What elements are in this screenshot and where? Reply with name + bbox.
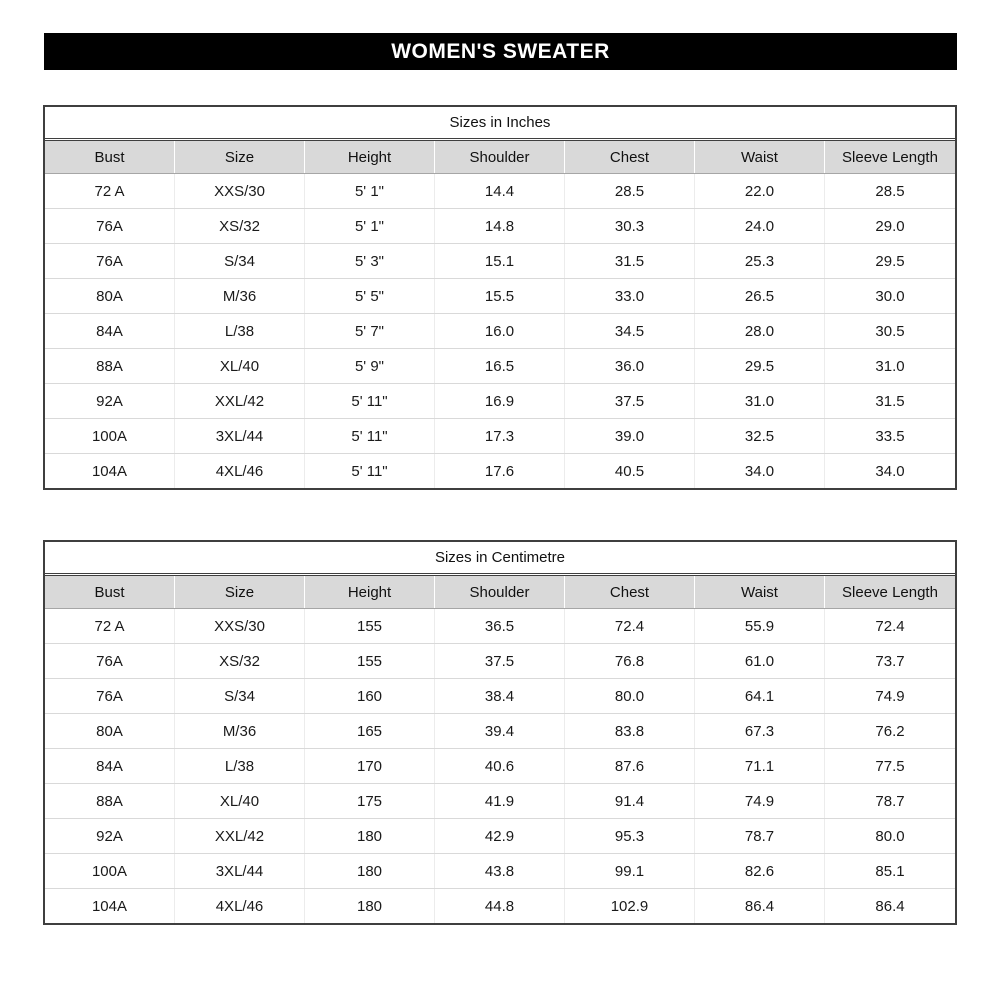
table-cell: 40.5 <box>565 454 695 488</box>
table-cell: XXS/30 <box>175 609 305 643</box>
table-cell: 29.5 <box>695 349 825 383</box>
table-cell: 30.5 <box>875 322 905 340</box>
table-cell: 84A <box>45 314 175 348</box>
column-header-height: Height <box>305 576 435 608</box>
table-cell: 31.5 <box>875 392 905 410</box>
table-cell: 5' 9" <box>305 349 435 383</box>
table-cell: 155 <box>305 644 435 678</box>
sizes-in-centimetre-table <box>43 540 957 925</box>
table-cell: 5' 11" <box>305 419 435 453</box>
table-row <box>45 889 955 923</box>
table-cell: 88A <box>45 349 175 383</box>
table-cell: 39.4 <box>435 714 565 748</box>
table-cell: 5' 3" <box>305 244 435 278</box>
table-cell: 4XL/46 <box>175 889 305 923</box>
table-row <box>45 714 955 749</box>
column-header-sleeve-length: Sleeve Length <box>842 148 938 166</box>
table-cell: 74.9 <box>875 687 905 705</box>
table-cell: 14.8 <box>435 209 565 243</box>
table-cell: 26.5 <box>695 279 825 313</box>
table-cell: 72 A <box>45 174 175 208</box>
table-cell: 165 <box>305 714 435 748</box>
table-cell: 80A <box>45 279 175 313</box>
table-cell: 5' 5" <box>305 279 435 313</box>
table-cell: 17.6 <box>435 454 565 488</box>
table-cell: 73.7 <box>875 652 905 670</box>
table-cell: 28.5 <box>565 174 695 208</box>
table-cell: 32.5 <box>695 419 825 453</box>
table-cell: XXS/30 <box>175 174 305 208</box>
table-cell: 80A <box>45 714 175 748</box>
column-header-sleeve-length: Sleeve Length <box>842 583 938 601</box>
table-row <box>45 174 955 209</box>
column-header-chest: Chest <box>565 576 695 608</box>
table-row <box>45 279 955 314</box>
table-cell: 40.6 <box>435 749 565 783</box>
table-cell: 37.5 <box>435 644 565 678</box>
table-cell: 31.5 <box>565 244 695 278</box>
table-cell: 33.5 <box>875 427 905 445</box>
table-cell: 16.9 <box>435 384 565 418</box>
column-header-bust: Bust <box>45 141 175 173</box>
table-cell: 92A <box>45 384 175 418</box>
table-cell: 76A <box>45 644 175 678</box>
table-cell: 104A <box>45 454 175 488</box>
table-cell: 72.4 <box>565 609 695 643</box>
table-cell: 4XL/46 <box>175 454 305 488</box>
column-header-bust: Bust <box>45 576 175 608</box>
table-cell: 31.0 <box>695 384 825 418</box>
table-cell: 3XL/44 <box>175 854 305 888</box>
table-row <box>45 314 955 349</box>
table-cell: 61.0 <box>695 644 825 678</box>
sizes-in-inches-table <box>43 105 957 490</box>
table-cell: M/36 <box>175 714 305 748</box>
table-cell: 100A <box>45 419 175 453</box>
table-cell: 170 <box>305 749 435 783</box>
table-cell: 43.8 <box>435 854 565 888</box>
table-header-row <box>45 576 955 609</box>
table-cell: 74.9 <box>695 784 825 818</box>
table-cell: L/38 <box>175 314 305 348</box>
table-cell: 33.0 <box>565 279 695 313</box>
table-cell: 76A <box>45 244 175 278</box>
table-header-row <box>45 141 955 174</box>
page-title: WOMEN'S SWEATER <box>44 33 957 70</box>
table-cell: 160 <box>305 679 435 713</box>
table-caption: Sizes in Inches <box>45 107 955 141</box>
table-cell: 76.2 <box>875 722 905 740</box>
table-cell: 104A <box>45 889 175 923</box>
table-cell: M/36 <box>175 279 305 313</box>
table-cell: 36.5 <box>435 609 565 643</box>
table-cell: 64.1 <box>695 679 825 713</box>
table-cell: 41.9 <box>435 784 565 818</box>
table-cell: 82.6 <box>695 854 825 888</box>
table-cell: XL/40 <box>175 784 305 818</box>
table-row <box>45 644 955 679</box>
table-row <box>45 609 955 644</box>
table-row <box>45 209 955 244</box>
table-cell: 5' 1" <box>305 174 435 208</box>
table-cell: 76A <box>45 209 175 243</box>
table-cell: 34.0 <box>875 462 905 480</box>
table-cell: 87.6 <box>565 749 695 783</box>
table-cell: 78.7 <box>695 819 825 853</box>
table-cell: 15.1 <box>435 244 565 278</box>
column-header-size: Size <box>175 141 305 173</box>
table-cell: 72.4 <box>875 617 905 635</box>
table-cell: 15.5 <box>435 279 565 313</box>
table-cell: XS/32 <box>175 209 305 243</box>
table-row <box>45 679 955 714</box>
table-cell: 86.4 <box>695 889 825 923</box>
table-cell: 84A <box>45 749 175 783</box>
table-cell: 95.3 <box>565 819 695 853</box>
table-row <box>45 784 955 819</box>
column-header-waist: Waist <box>695 576 825 608</box>
table-cell: 22.0 <box>695 174 825 208</box>
table-row <box>45 454 955 488</box>
table-cell: 80.0 <box>565 679 695 713</box>
table-cell: 3XL/44 <box>175 419 305 453</box>
table-cell: 78.7 <box>875 792 905 810</box>
table-cell: 34.5 <box>565 314 695 348</box>
table-row <box>45 419 955 454</box>
table-cell: 31.0 <box>875 357 905 375</box>
table-cell: 38.4 <box>435 679 565 713</box>
table-cell: 83.8 <box>565 714 695 748</box>
column-header-waist: Waist <box>695 141 825 173</box>
table-cell: 76A <box>45 679 175 713</box>
table-cell: 30.0 <box>875 287 905 305</box>
column-header-shoulder: Shoulder <box>435 576 565 608</box>
table-cell: L/38 <box>175 749 305 783</box>
table-cell: 44.8 <box>435 889 565 923</box>
table-cell: 72 A <box>45 609 175 643</box>
table-cell: 91.4 <box>565 784 695 818</box>
table-cell: 29.0 <box>875 217 905 235</box>
table-cell: 180 <box>305 889 435 923</box>
table-cell: 155 <box>305 609 435 643</box>
table-cell: 28.0 <box>695 314 825 348</box>
table-cell: 30.3 <box>565 209 695 243</box>
table-cell: 5' 11" <box>305 384 435 418</box>
table-cell: 67.3 <box>695 714 825 748</box>
table-cell: 17.3 <box>435 419 565 453</box>
table-body <box>45 174 955 488</box>
table-cell: 5' 1" <box>305 209 435 243</box>
table-cell: 88A <box>45 784 175 818</box>
table-cell: S/34 <box>175 679 305 713</box>
table-cell: 180 <box>305 819 435 853</box>
table-cell: S/34 <box>175 244 305 278</box>
table-cell: 77.5 <box>875 757 905 775</box>
table-cell: 36.0 <box>565 349 695 383</box>
table-row <box>45 349 955 384</box>
table-cell: 86.4 <box>875 897 905 915</box>
table-cell: 37.5 <box>565 384 695 418</box>
table-cell: 39.0 <box>565 419 695 453</box>
table-cell: 5' 7" <box>305 314 435 348</box>
table-cell: 100A <box>45 854 175 888</box>
table-cell: 29.5 <box>875 252 905 270</box>
table-cell: XS/32 <box>175 644 305 678</box>
table-cell: 16.5 <box>435 349 565 383</box>
table-cell: 175 <box>305 784 435 818</box>
table-row <box>45 819 955 854</box>
table-cell: 5' 11" <box>305 454 435 488</box>
table-cell: 92A <box>45 819 175 853</box>
table-cell: 102.9 <box>565 889 695 923</box>
table-cell: 99.1 <box>565 854 695 888</box>
table-row <box>45 384 955 419</box>
table-row <box>45 749 955 784</box>
table-body <box>45 609 955 923</box>
table-cell: XL/40 <box>175 349 305 383</box>
table-caption: Sizes in Centimetre <box>45 542 955 576</box>
table-cell: 71.1 <box>695 749 825 783</box>
table-cell: 180 <box>305 854 435 888</box>
table-cell: 14.4 <box>435 174 565 208</box>
table-cell: 76.8 <box>565 644 695 678</box>
table-cell: 34.0 <box>695 454 825 488</box>
column-header-shoulder: Shoulder <box>435 141 565 173</box>
table-cell: 24.0 <box>695 209 825 243</box>
table-cell: XXL/42 <box>175 384 305 418</box>
column-header-chest: Chest <box>565 141 695 173</box>
column-header-size: Size <box>175 576 305 608</box>
table-row <box>45 854 955 889</box>
table-cell: 28.5 <box>875 182 905 200</box>
table-cell: 42.9 <box>435 819 565 853</box>
column-header-height: Height <box>305 141 435 173</box>
table-cell: 55.9 <box>695 609 825 643</box>
table-row <box>45 244 955 279</box>
table-cell: 25.3 <box>695 244 825 278</box>
table-cell: 85.1 <box>875 862 905 880</box>
table-cell: XXL/42 <box>175 819 305 853</box>
table-cell: 16.0 <box>435 314 565 348</box>
table-cell: 80.0 <box>875 827 905 845</box>
